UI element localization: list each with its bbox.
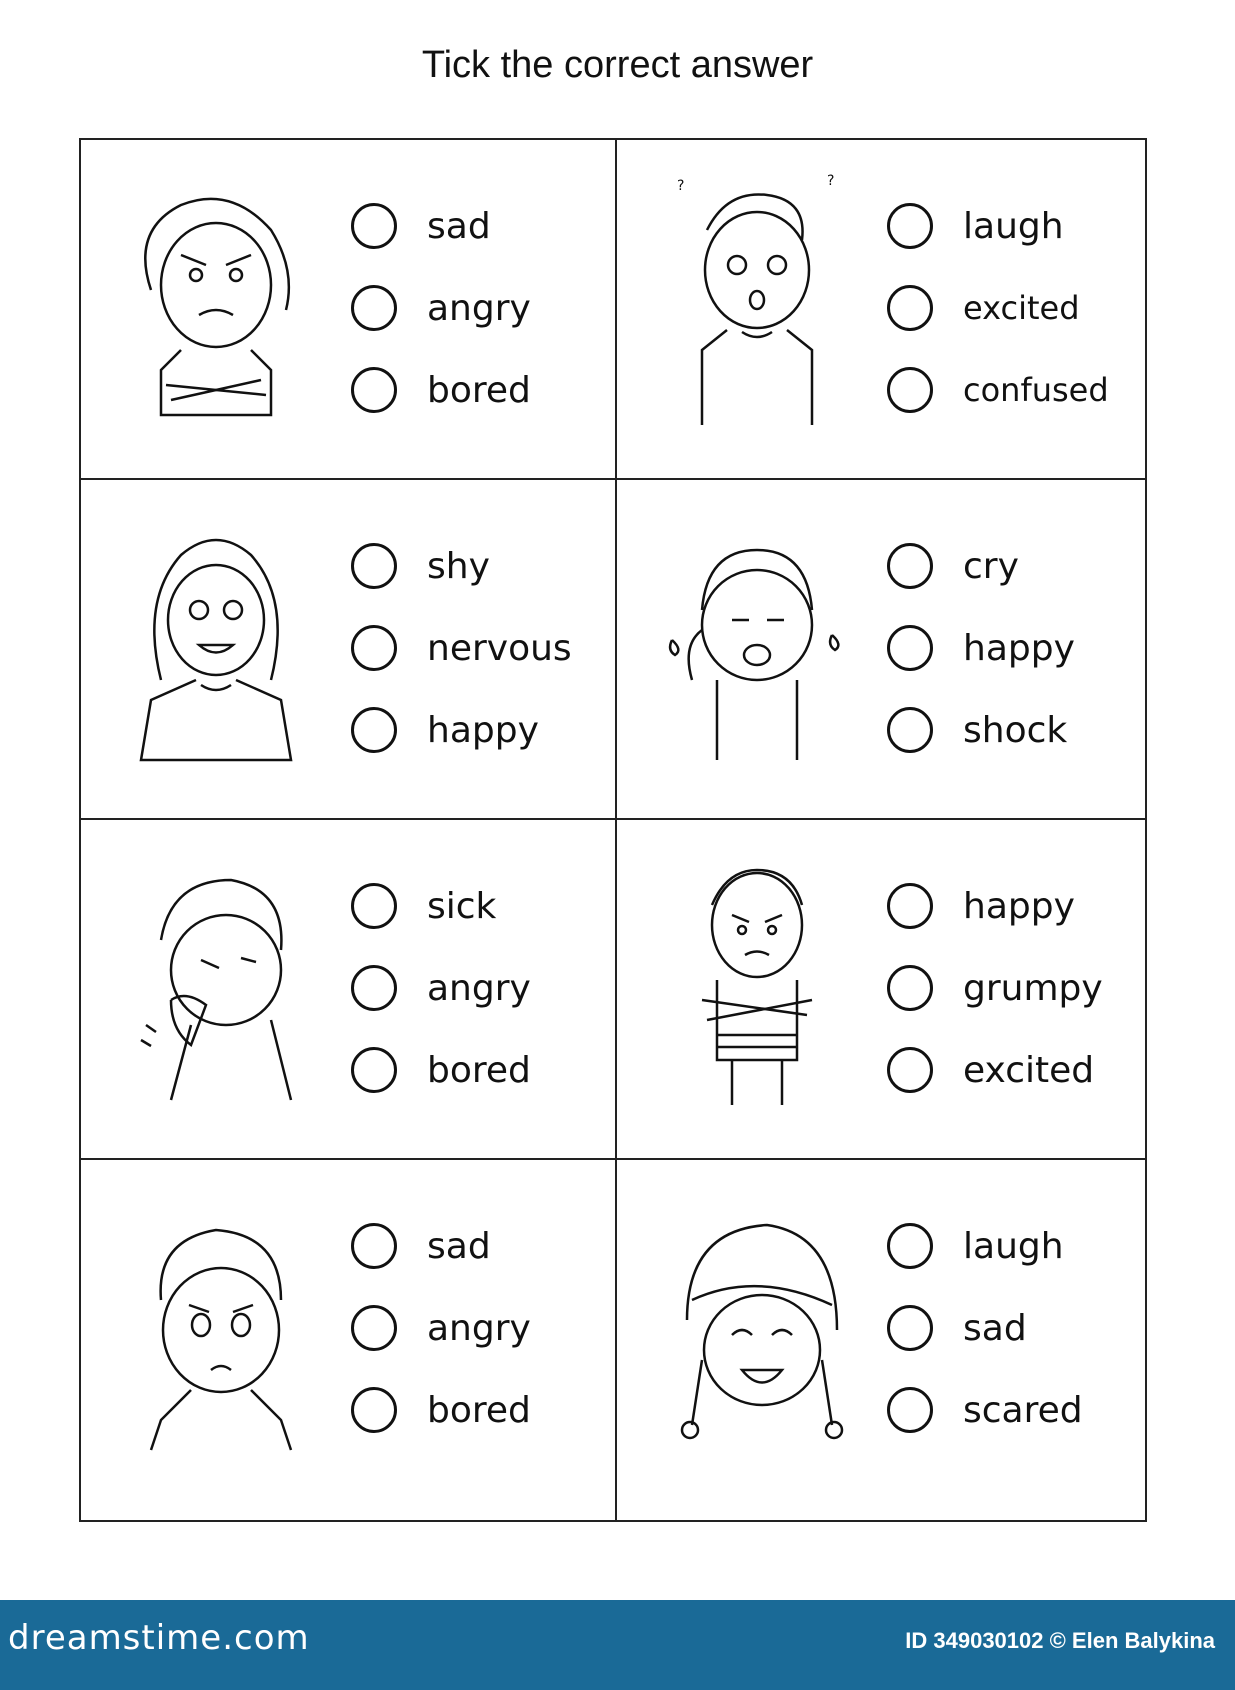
answer-label: excited (963, 289, 1080, 327)
answer-radio[interactable] (351, 203, 397, 249)
answer-radio[interactable] (887, 367, 933, 413)
answer-label: happy (963, 627, 1075, 669)
question-cell (617, 1160, 1149, 1500)
answer-label: laugh (963, 1225, 1064, 1267)
answer-label: grumpy (963, 967, 1103, 1009)
brand-logo: dreamstime.com (8, 1618, 310, 1658)
answer-option (887, 185, 1137, 267)
answer-option (887, 267, 1137, 349)
answer-label: angry (427, 1307, 531, 1349)
answer-label: nervous (427, 627, 572, 669)
answer-option (351, 865, 601, 947)
answer-radio[interactable] (351, 1387, 397, 1433)
worksheet-title: Tick the correct answer (421, 44, 814, 86)
question-cell (81, 140, 613, 480)
question-cell (617, 820, 1149, 1160)
answer-option (351, 947, 601, 1029)
answer-radio[interactable] (351, 965, 397, 1011)
answer-option (351, 525, 601, 607)
answer-option (887, 689, 1137, 771)
question-cell (81, 1160, 613, 1500)
laughing-girl-winter-hat-icon (657, 1190, 847, 1450)
answer-label: sad (963, 1307, 1027, 1349)
answer-radio[interactable] (887, 1223, 933, 1269)
answer-option (887, 1369, 1137, 1451)
answer-label: sad (427, 1225, 491, 1267)
confused-boy-icon (657, 170, 847, 430)
svg-text:?: ? (677, 178, 685, 194)
answer-option (351, 1287, 601, 1369)
answer-radio[interactable] (887, 543, 933, 589)
answer-radio[interactable] (887, 625, 933, 671)
answer-radio[interactable] (887, 203, 933, 249)
answer-radio[interactable] (351, 285, 397, 331)
answer-radio[interactable] (351, 543, 397, 589)
angry-girl-arms-crossed-icon (121, 170, 311, 430)
answer-radio[interactable] (351, 883, 397, 929)
answer-option (351, 349, 601, 431)
answer-label: scared (963, 1389, 1083, 1431)
answer-option (351, 1205, 601, 1287)
answer-radio[interactable] (887, 883, 933, 929)
answer-radio[interactable] (887, 1305, 933, 1351)
answer-radio[interactable] (351, 707, 397, 753)
answer-option (887, 1029, 1137, 1111)
answer-option (887, 1205, 1137, 1287)
answer-radio[interactable] (351, 1305, 397, 1351)
question-cell (617, 140, 1149, 480)
answer-label: sick (427, 885, 497, 927)
answer-label: bored (427, 369, 531, 411)
answer-radio[interactable] (351, 367, 397, 413)
answer-label: excited (963, 1049, 1095, 1091)
answer-option (887, 525, 1137, 607)
answer-label: confused (963, 371, 1109, 409)
svg-text:?: ? (827, 173, 835, 189)
answer-label: laugh (963, 205, 1064, 247)
answer-label: sad (427, 205, 491, 247)
answer-label: happy (963, 885, 1075, 927)
sneezing-boy-icon (121, 850, 311, 1110)
answer-option (887, 1287, 1137, 1369)
answer-option (351, 185, 601, 267)
answer-option (351, 1029, 601, 1111)
answer-radio[interactable] (887, 1047, 933, 1093)
question-cell (81, 480, 613, 820)
image-credit: ID 349030102 © Elen Balykina (905, 1628, 1215, 1653)
answer-option (351, 689, 601, 771)
answer-option (351, 607, 601, 689)
question-cell (617, 480, 1149, 820)
answer-radio[interactable] (887, 965, 933, 1011)
stock-footer-bar (0, 1600, 1235, 1690)
answer-option (887, 349, 1137, 431)
answer-radio[interactable] (887, 707, 933, 753)
answer-radio[interactable] (351, 1047, 397, 1093)
answer-label: shy (427, 545, 490, 587)
answer-option (887, 947, 1137, 1029)
answer-option (351, 1369, 601, 1451)
smiling-girl-icon (121, 510, 311, 770)
answer-label: happy (427, 709, 539, 751)
worried-boy-icon (121, 1190, 311, 1450)
crying-child-icon (657, 510, 847, 770)
answer-label: shock (963, 709, 1068, 751)
answer-radio[interactable] (351, 625, 397, 671)
grumpy-boy-arms-crossed-icon (657, 850, 847, 1110)
answer-radio[interactable] (887, 1387, 933, 1433)
answer-option (887, 865, 1137, 947)
question-cell (81, 820, 613, 1160)
answer-label: bored (427, 1049, 531, 1091)
answer-label: bored (427, 1389, 531, 1431)
answer-radio[interactable] (351, 1223, 397, 1269)
answer-option (351, 267, 601, 349)
answer-grid (79, 138, 1147, 1522)
answer-label: cry (963, 545, 1019, 587)
answer-radio[interactable] (887, 285, 933, 331)
answer-label: angry (427, 967, 531, 1009)
answer-option (887, 607, 1137, 689)
answer-label: angry (427, 287, 531, 329)
